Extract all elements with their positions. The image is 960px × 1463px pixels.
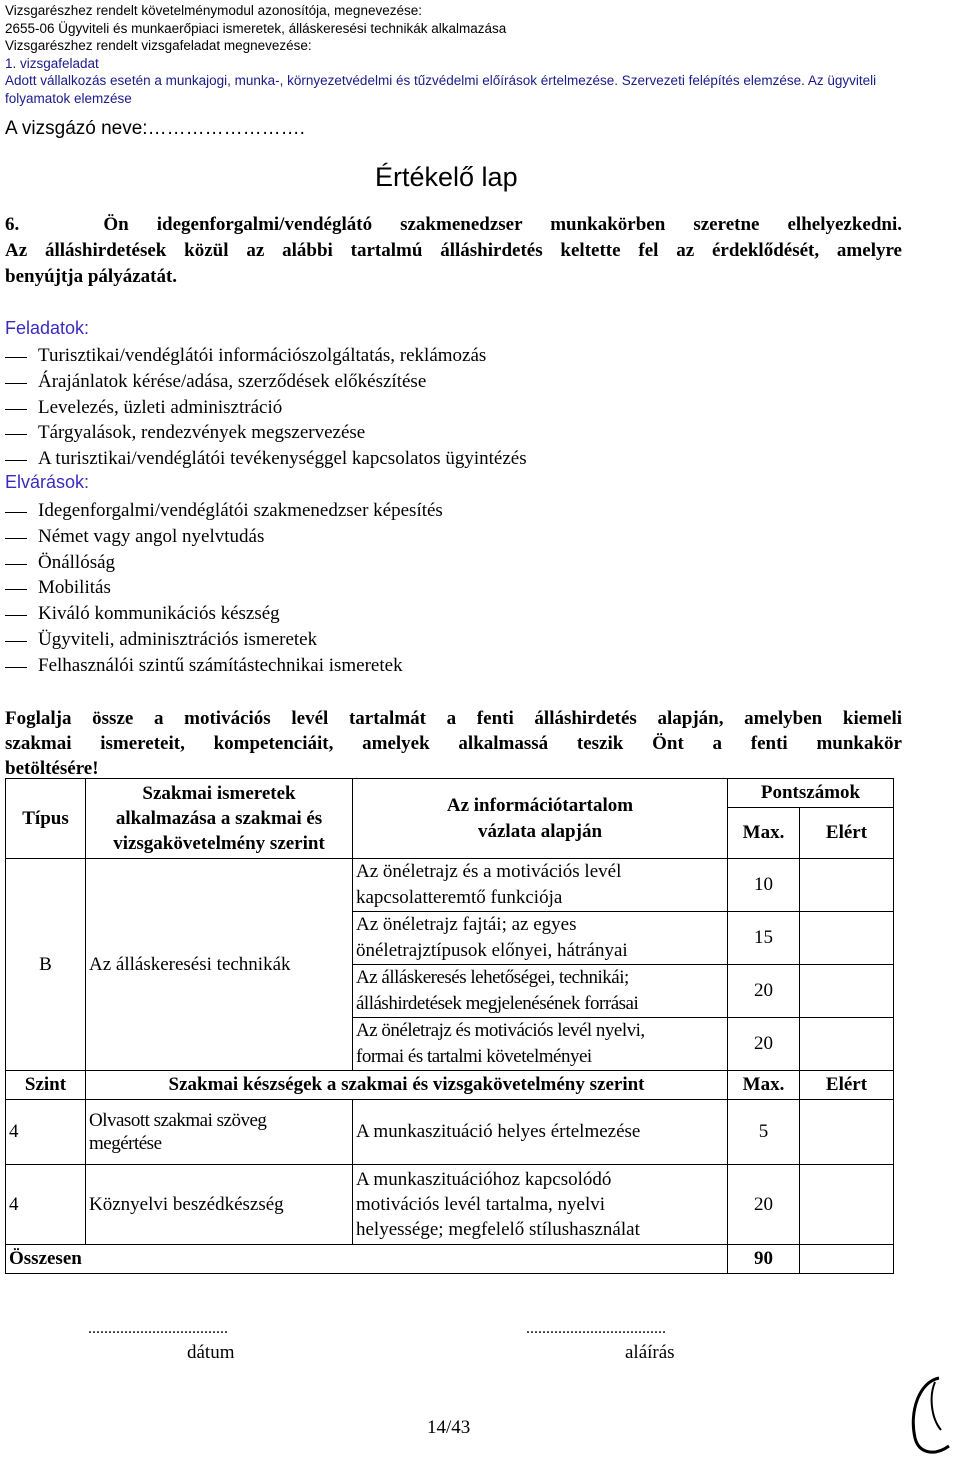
criterion-cell: Az önéletrajz és a motivációs levél kapcsolatteremtő funkciója — [353, 859, 728, 912]
achieved-points-cell[interactable] — [800, 1165, 894, 1245]
header-line-task-desc-cont: folyamatok elemzése — [5, 90, 132, 106]
achieved-points-cell[interactable] — [800, 912, 894, 965]
header-max: Max. — [728, 808, 800, 859]
header-szint: Szint — [6, 1071, 86, 1100]
signature-label: aláírás — [625, 1342, 675, 1363]
table-row — [6, 1100, 894, 1165]
max-points-cell: 10 — [728, 859, 800, 912]
table-row — [6, 859, 894, 912]
date-label: dátum — [187, 1342, 235, 1363]
task-line-3: benyújtja pályázatát. — [5, 266, 178, 287]
date-line: ................................... — [88, 1320, 228, 1337]
criterion-cell: Az önéletrajz és motivációs levél nyelvi, formai és tartalmi követelményei — [353, 1018, 728, 1071]
list-item: Tárgyalások, rendezvények megszervezése — [5, 420, 527, 446]
list-item: Turisztikai/vendéglátói információszolgáltatás, reklámozás — [5, 343, 527, 369]
task-text — [5, 212, 902, 290]
signature-line: ................................... — [526, 1320, 666, 1337]
header-line-task-label: Vizsgarészhez rendelt vizsgafeladat megnevezése: — [5, 38, 312, 53]
skills-header-row — [6, 1071, 894, 1100]
level-cell: 4 — [6, 1165, 86, 1245]
list-item: Árajánlatok kérése/adása, szerződések előkészítése — [5, 369, 527, 395]
total-achieved-cell[interactable] — [800, 1245, 894, 1274]
description-cell: A munkaszituáció helyes értelmezése — [353, 1100, 728, 1165]
document-header — [5, 2, 876, 107]
elvarasok-heading: Elvárások: — [5, 472, 90, 492]
header-max: Max. — [728, 1071, 800, 1100]
header-line-task-number: 1. vizsgafeladat — [5, 55, 99, 71]
header-pontszamok: Pontszámok — [728, 779, 894, 808]
evaluation-table — [5, 778, 894, 1274]
list-item: Kiváló kommunikációs készség — [5, 601, 443, 627]
task-line-1: Ön idegenforgalmi/vendéglátó szakmenedzser munkakörben szeretne elhelyezkedni. — [103, 214, 903, 235]
instruction-text — [5, 706, 902, 781]
page-number: 14/43 — [427, 1417, 471, 1438]
header-tipus: Típus — [6, 779, 86, 859]
header-szakmai-ismeretek: Szakmai ismeretek alkalmazása a szakmai és vizsgakövetelmény szerint — [86, 779, 353, 859]
achieved-points-cell[interactable] — [800, 1018, 894, 1071]
level-cell: 4 — [6, 1100, 86, 1165]
achieved-points-cell[interactable] — [800, 1100, 894, 1165]
header-line-module: 2655-06 Ügyviteli és munkaerőpiaci ismeretek, álláskeresési technikák alkalmazása — [5, 20, 507, 36]
examinee-name-field: A vizsgázó neve:……………………. — [5, 118, 305, 139]
total-max: 90 — [728, 1245, 800, 1274]
skill-cell: Olvasott szakmai szöveg megértése — [86, 1100, 353, 1165]
list-item: A turisztikai/vendéglátói tevékenységgel kapcsolatos ügyintézés — [5, 446, 527, 472]
criterion-cell: Az álláskeresés lehetőségei, technikái; álláshirdetések megjelenésének forrásai — [353, 965, 728, 1018]
total-row — [6, 1245, 894, 1274]
page-title: Értékelő lap — [375, 162, 518, 192]
criterion-cell: Az önéletrajz fajtái; az egyes önéletrajztípusok előnyei, hátrányai — [353, 912, 728, 965]
task-number: 6. — [5, 214, 20, 235]
elvarasok-list — [5, 498, 443, 679]
list-item: Idegenforgalmi/vendéglátói szakmenedzser képesítés — [5, 498, 443, 524]
header-keszsegek: Szakmai készségek a szakmai és vizsgakövetelmény szerint — [86, 1071, 728, 1100]
description-cell: A munkaszituációhoz kapcsolódó motivációs levél tartalma, nyelvi helyessége; megfelelő stílushasználat — [353, 1165, 728, 1245]
skill-cell: Köznyelvi beszédkészség — [86, 1165, 353, 1245]
feladatok-heading: Feladatok: — [5, 318, 90, 338]
max-points-cell: 20 — [728, 1165, 800, 1245]
handwritten-initial-mark — [905, 1372, 955, 1460]
type-b-cell: B — [6, 859, 86, 1071]
max-points-cell: 5 — [728, 1100, 800, 1165]
list-item: Levelezés, üzleti adminisztráció — [5, 395, 527, 421]
total-label: Összesen — [6, 1245, 728, 1274]
area-b-cell: Az álláskeresési technikák — [86, 859, 353, 1071]
table-row — [6, 1165, 894, 1245]
instruction-line-2: szakmai ismereteit, kompetenciáit, amelyek alkalmassá teszik Önt a fenti munkakör — [5, 733, 902, 754]
header-line-task-desc: Adott vállalkozás esetén a munkajogi, munka-, környezetvédelmi és tűzvédelmi előírások értelmezése. Szervezeti felépítés elemzése. Az ügyviteli — [5, 73, 877, 88]
list-item: Mobilitás — [5, 575, 443, 601]
list-item: Önállóság — [5, 550, 443, 576]
achieved-points-cell[interactable] — [800, 859, 894, 912]
table-header-row — [6, 779, 894, 808]
feladatok-list — [5, 343, 527, 472]
achieved-points-cell[interactable] — [800, 965, 894, 1018]
header-line-module-label: Vizsgarészhez rendelt követelménymodul azonosítója, megnevezése: — [5, 3, 422, 18]
max-points-cell: 20 — [728, 1018, 800, 1071]
header-elert: Elért — [800, 808, 894, 859]
instruction-line-3: betöltésére! — [5, 758, 99, 779]
list-item: Ügyviteli, adminisztrációs ismeretek — [5, 627, 443, 653]
instruction-line-1: Foglalja össze a motivációs levél tartalmát a fenti álláshirdetés alapján, amelyben kiemeli — [5, 708, 902, 729]
max-points-cell: 20 — [728, 965, 800, 1018]
header-informacio: Az információtartalom vázlata alapján — [353, 779, 728, 859]
max-points-cell: 15 — [728, 912, 800, 965]
header-elert: Elért — [800, 1071, 894, 1100]
list-item: Felhasználói szintű számítástechnikai ismeretek — [5, 653, 443, 679]
task-line-2: Az álláshirdetések közül az alábbi tartalmú álláshirdetés keltette fel az érdeklődését, amelyre — [5, 240, 902, 261]
list-item: Német vagy angol nyelvtudás — [5, 524, 443, 550]
